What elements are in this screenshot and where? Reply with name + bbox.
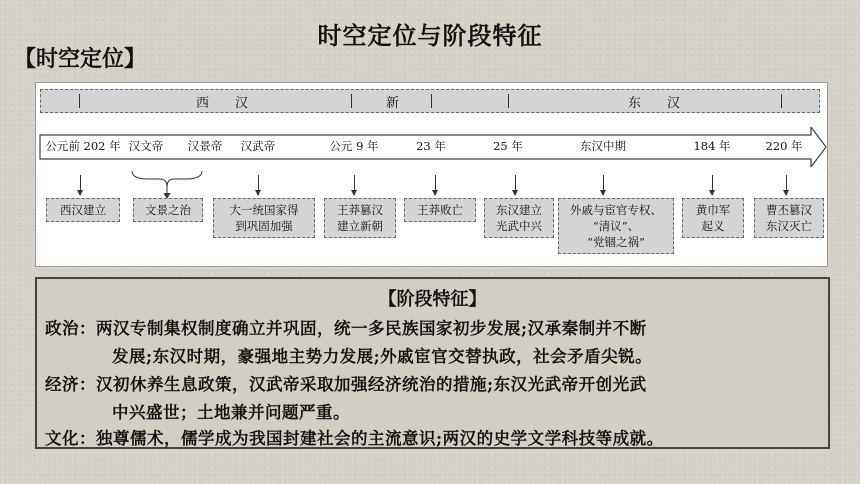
features-box (35, 277, 830, 449)
period-divider (431, 94, 432, 108)
tick-label: 汉文帝 (128, 139, 164, 153)
down-arrow-icon (786, 175, 787, 195)
down-arrow-icon (603, 175, 604, 195)
event-text: 起义 (701, 219, 725, 233)
tick-label: 23 年 (416, 139, 446, 153)
down-arrow-icon (515, 175, 516, 195)
tick-label: 汉景帝 (187, 139, 223, 153)
event-text: 黄巾军 (695, 203, 731, 217)
event-box-wang-mang-fall (404, 198, 476, 222)
period-divider (781, 94, 782, 108)
event-box-west-han-founded (46, 198, 120, 222)
event-text: 到巩固加强 (235, 219, 293, 233)
economy-line-2: 中兴盛世；土地兼并问题严重。 (112, 403, 350, 422)
period-east-han: 东 汉 (628, 96, 681, 111)
event-text: 王莽篡汉 (337, 203, 383, 217)
tick-label: 公元前 202 年 (45, 139, 121, 153)
period-bar (40, 89, 820, 113)
tick-label: 220 年 (765, 139, 803, 153)
period-west-han: 西 汉 (196, 96, 249, 111)
event-box-yellow-turban (682, 198, 744, 238)
page-title: 时空定位与阶段特征 (317, 22, 543, 50)
period-divider (351, 94, 352, 108)
event-text: “党锢之祸” (587, 235, 645, 249)
event-text: 东汉灭亡 (766, 219, 812, 233)
politics-line-2: 发展;东汉时期，豪强地主势力发展;外戚宦官交替执政，社会矛盾尖锐。 (112, 347, 653, 366)
down-arrow-icon (258, 175, 259, 195)
event-text: 大一统国家得 (229, 203, 299, 217)
politics-line-1: 政治：两汉专制集权制度确立并巩固，统一多民族国家初步发展;汉承秦制并不断 (45, 319, 647, 338)
down-arrow-icon (80, 175, 81, 195)
event-box-unification (213, 198, 315, 238)
event-text: 东汉建立 (496, 203, 542, 217)
tick-label: 汉武帝 (240, 139, 276, 153)
tick-label: 25 年 (493, 139, 523, 153)
features-heading: 【阶段特征】 (378, 289, 487, 310)
section-heading-location: 【时空定位】 (14, 47, 147, 72)
event-text: 建立新朝 (337, 219, 383, 233)
down-arrow-icon (435, 175, 436, 195)
event-box-wenjing (133, 198, 203, 222)
culture-line-1: 文化：独尊儒术，儒学成为我国封建社会的主流意识;两汉的史学文学科技等成就。 (45, 429, 664, 448)
event-text: 光武中兴 (496, 219, 542, 233)
event-text: 文景之治 (145, 203, 191, 217)
economy-line-1: 经济：汉初休养生息政策，汉武帝采取加强经济统治的措施;东汉光武帝开创光武 (45, 375, 647, 394)
event-text: 西汉建立 (60, 203, 106, 217)
period-xin: 新 (386, 96, 400, 111)
tick-label: 公元 9 年 (329, 139, 379, 153)
tick-label: 东汉中期 (580, 139, 626, 153)
event-box-eunuchs (558, 198, 674, 254)
down-arrow-icon (354, 175, 355, 195)
event-box-wang-mang (324, 198, 396, 238)
event-box-han-end (754, 198, 824, 238)
event-text: 王莽败亡 (417, 203, 463, 217)
brace-icon (130, 169, 204, 199)
event-text: 外戚与宦官专权、 (570, 203, 662, 217)
tick-label: 184 年 (693, 139, 731, 153)
event-text: “清议”、 (592, 219, 640, 233)
timeline-panel (35, 82, 828, 267)
event-box-east-han-founded (484, 198, 554, 238)
period-divider (508, 94, 509, 108)
down-arrow-icon (712, 175, 713, 195)
event-text: 曹丕篡汉 (766, 203, 812, 217)
period-divider (79, 94, 80, 108)
